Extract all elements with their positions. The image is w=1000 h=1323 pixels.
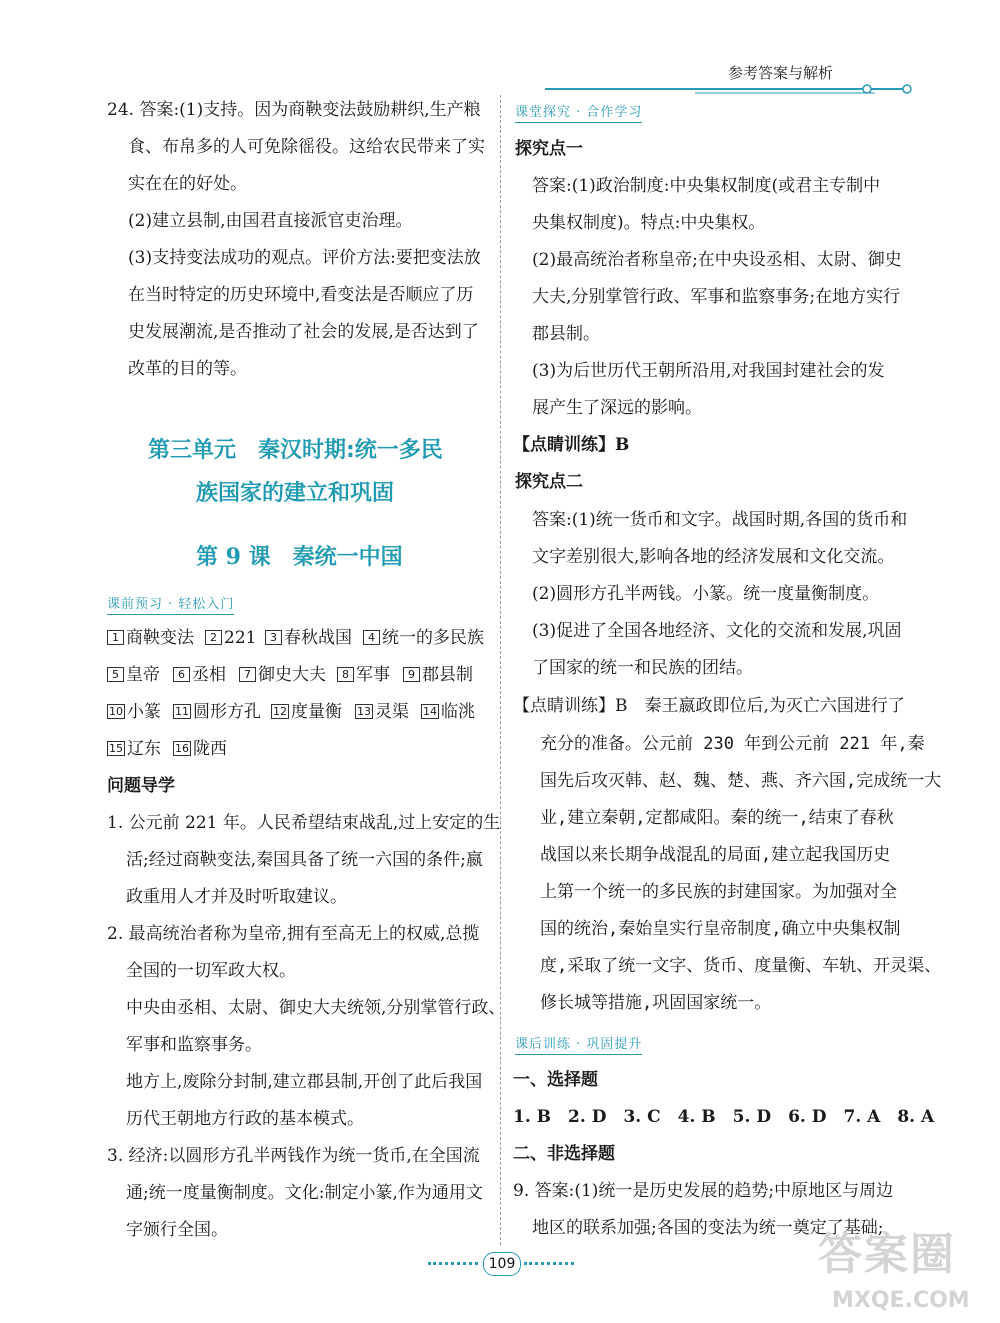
lesson-title: 第 9 课 秦统一中国	[196, 544, 403, 570]
blank-item: 3 春秋战国	[265, 628, 352, 648]
guide-line-1: 1. 公元前 221 年。人民希望结束战乱,过上安定的生	[107, 813, 501, 833]
guide-line-5: 全国的一切军政大权。	[126, 961, 296, 981]
blank-item: 7 御史大夫	[239, 665, 326, 685]
unit-title-line-2: 族国家的建立和巩固	[196, 481, 395, 506]
q24-line-7: 史发展潮流,是否推动了社会的发展,是否达到了	[128, 322, 479, 342]
blank-item: 5 皇帝	[107, 665, 160, 685]
point1-line-1: 答案:(1)政治制度:中央集权制度(或君主专制中	[532, 176, 881, 196]
training-line-1: 【点睛训练】B 秦王嬴政即位后,为灭亡六国进行了	[513, 696, 905, 716]
blank-item: 14 临洮	[423, 702, 475, 722]
guide-heading: 问题导学	[107, 776, 175, 796]
q9-line-2: 地区的联系加强;各国的变法为统一奠定了基础;	[532, 1218, 884, 1238]
training-line-3: 国先后攻灭韩、赵、魏、楚、燕、齐六国,完成统一大	[540, 771, 942, 791]
point1-line-2: 央集权制度)。特点:中央集权。	[532, 213, 766, 233]
choice-heading: 一、选择题	[513, 1070, 598, 1090]
point1-line-4: 大夫,分别掌管行政、军事和监察事务;在地方实行	[532, 287, 901, 307]
page-number-dots-left	[428, 1262, 478, 1265]
page-number: 109	[483, 1252, 521, 1276]
blank-item: 6 丞相	[173, 665, 226, 685]
training-line-9: 修长城等措施,巩固国家统一。	[540, 993, 772, 1013]
guide-line-2: 活;经过商鞅变法,秦国具备了统一六国的条件;嬴	[126, 850, 483, 870]
guide-line-10: 3. 经济:以圆形方孔半两钱作为统一货币,在全国流	[107, 1146, 480, 1166]
blank-item: 11 圆形方孔	[175, 702, 261, 722]
watermark-url: MXQE.COM	[832, 1288, 970, 1313]
q24-line-6: 在当时特定的历史环境中,看变法是否顺应了历	[128, 285, 474, 305]
training-line-7: 国的统治,秦始皇实行皇帝制度,确立中央集权制	[540, 919, 901, 939]
preview-section-label: 课前预习 · 轻松入门	[107, 593, 234, 615]
blank-item: 12 度量衡	[273, 702, 342, 722]
guide-line-4: 2. 最高统治者称为皇帝,拥有至高无上的权威,总揽	[107, 924, 480, 944]
point1-line-7: 展产生了深远的影响。	[532, 398, 702, 418]
blank-item: 2 221	[205, 628, 256, 648]
blank-item: 9 郡县制	[403, 665, 473, 685]
header-title: 参考答案与解析	[728, 64, 834, 82]
q24-line-5: (3)支持变法成功的观点。评价方法:要把变法放	[128, 248, 481, 268]
page-number-dots-right	[524, 1262, 574, 1265]
class-section-label: 课堂探究 · 合作学习	[515, 101, 642, 123]
training-line-2: 充分的准备。公元前 230 年到公元前 221 年,秦	[540, 734, 925, 754]
point2-heading: 探究点二	[515, 472, 583, 492]
q24-line-1: 24. 答案:(1)支持。因为商鞅变法鼓励耕织,生产粮	[107, 100, 481, 120]
guide-line-12: 字颁行全国。	[126, 1220, 228, 1240]
point1-line-3: (2)最高统治者称皇帝;在中央设丞相、太尉、御史	[532, 250, 902, 270]
training-line-5: 战国以来长期争战混乱的局面,建立起我国历史	[540, 845, 891, 865]
guide-line-3: 政重用人才并及时听取建议。	[126, 887, 347, 907]
blank-item: 10 小篆	[109, 702, 161, 722]
guide-line-9: 历代王朝地方行政的基本模式。	[126, 1109, 364, 1129]
point2-line-2: 文字差别很大,影响各地的经济发展和文化交流。	[532, 547, 895, 567]
point2-line-1: 答案:(1)统一货币和文字。战国时期,各国的货币和	[532, 510, 908, 530]
blank-item: 8 军事	[337, 665, 390, 685]
blank-item: 13 灵渠	[357, 702, 409, 722]
guide-line-11: 通;统一度量衡制度。文化:制定小篆,作为通用文	[126, 1183, 483, 1203]
after-section-label: 课后训练 · 巩固提升	[515, 1033, 642, 1055]
watermark-logo: 答案圈	[818, 1229, 956, 1280]
q9-line-1: 9. 答案:(1)统一是历史发展的趋势;中原地区与周边	[513, 1181, 894, 1201]
q24-line-8: 改革的目的等。	[128, 359, 247, 379]
point1-heading: 探究点一	[515, 139, 583, 159]
choice-answers: 1. B 2. D 3. C 4. B 5. D 6. D 7. A 8. A	[513, 1107, 935, 1127]
point2-line-4: (3)促进了全国各地经济、文化的交流和发展,巩固	[532, 621, 902, 641]
unit-title-line-1: 第三单元 秦汉时期:统一多民	[148, 438, 443, 463]
blank-item: 4 统一的多民族	[363, 628, 484, 648]
guide-line-6: 中央由丞相、太尉、御史大夫统领,分别掌管行政、	[126, 998, 506, 1018]
point2-line-5: 了国家的统一和民族的团结。	[532, 658, 753, 678]
training-line-4: 业,建立秦朝,定都咸阳。秦的统一,结束了春秋	[540, 808, 894, 828]
point1-line-5: 郡县制。	[532, 324, 600, 344]
q24-line-4: (2)建立县制,由国君直接派官吏治理。	[128, 211, 413, 231]
training-line-6: 上第一个统一的多民族的封建国家。为加强对全	[540, 882, 897, 902]
training-answer-1: 【点睛训练】B	[513, 435, 630, 455]
column-divider	[500, 95, 501, 1245]
q24-line-2: 食、布帛多的人可免除徭役。这给农民带来了实	[128, 137, 485, 157]
point1-line-6: (3)为后世历代王朝所沿用,对我国封建社会的发	[532, 361, 885, 381]
nonchoice-heading: 二、非选择题	[513, 1144, 615, 1164]
blank-item: 15 辽东	[109, 739, 161, 759]
guide-line-8: 地方上,废除分封制,建立郡县制,开创了此后我国	[126, 1072, 483, 1092]
q24-line-3: 实在在的好处。	[128, 174, 247, 194]
header-decoration	[545, 80, 915, 92]
blank-item: 16 陇西	[175, 739, 227, 759]
point2-line-3: (2)圆形方孔半两钱。小篆。统一度量衡制度。	[532, 584, 880, 604]
training-line-8: 度,采取了统一文字、货币、度量衡、车轨、开灵渠、	[540, 956, 942, 976]
guide-line-7: 军事和监察事务。	[126, 1035, 262, 1055]
blank-item: 1 商鞅变法	[107, 628, 194, 648]
